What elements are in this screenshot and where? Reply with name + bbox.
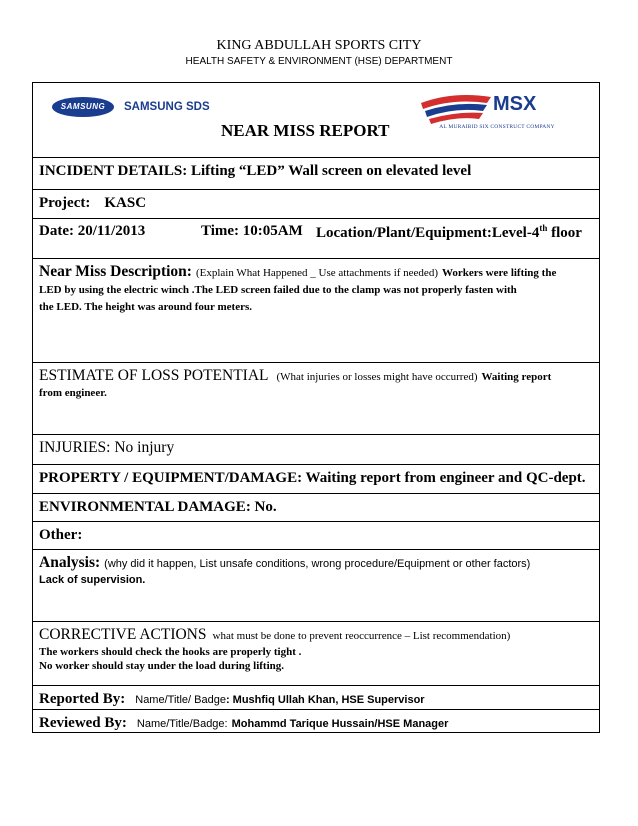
corrective-text-2: No worker should stay under the load during lifting. (39, 660, 284, 672)
analysis-text: Lack of supervision. (39, 574, 146, 586)
injuries-field: INJURIES: No injury (39, 439, 175, 456)
analysis-row (33, 549, 599, 621)
location-field: Location/Plant/Equipment:Level-4th floor (316, 223, 582, 241)
near-miss-label: Near Miss Description: (39, 263, 192, 280)
estimate-hint: (What injuries or losses might have occurred) (276, 371, 478, 383)
other-field: Other: (39, 527, 83, 543)
project-row (33, 189, 599, 218)
msx-logo-subtitle: AL MURAIBID SIX CONSTRUCT COMPANY (439, 124, 555, 130)
other-row (33, 521, 599, 549)
near-miss-text-2: LED by using the electric winch .The LED screen failed due to the clamp was not properly fasten with (39, 284, 517, 296)
reported-row (33, 685, 599, 709)
estimate-label: ESTIMATE OF LOSS POTENTIAL (39, 367, 269, 384)
near-miss-row (33, 258, 599, 362)
incident-row (33, 157, 599, 189)
estimate-text-2: from engineer. (39, 387, 107, 399)
time-field: Time: 10:05AM (201, 223, 303, 239)
environmental-field: ENVIRONMENTAL DAMAGE: No. (39, 499, 277, 515)
project-label: Project: (39, 195, 91, 211)
samsung-sds-logo: SAMSUNG SDS (124, 101, 210, 113)
analysis-label: Analysis: (39, 554, 101, 571)
dept-title: HEALTH SAFETY & ENVIRONMENT (HSE) DEPARTMENT (185, 56, 453, 67)
reviewed-row (33, 709, 599, 734)
incident-details: INCIDENT DETAILS: Lifting “LED” Wall screen on elevated level (39, 163, 472, 179)
property-row (33, 464, 599, 493)
environmental-row (33, 493, 599, 521)
reviewed-value: Mohammd Tarique Hussain/HSE Manager (231, 718, 449, 730)
org-title: KING ABDULLAH SPORTS CITY (216, 38, 422, 53)
page-title: NEAR MISS REPORT (221, 121, 390, 140)
logo-area (33, 83, 599, 157)
analysis-hint: (why did it happen, List unsafe conditions, wrong procedure/Equipment or other factors) (104, 558, 531, 570)
samsung-logo: SAMSUNG (52, 97, 114, 117)
property-field: PROPERTY / EQUIPMENT/DAMAGE: Waiting report from engineer and QC-dept. (39, 470, 586, 486)
estimate-text-1: Waiting report (481, 371, 552, 383)
reported-field: Name/Title/ Badge (135, 694, 226, 706)
project-value: KASC (104, 195, 147, 211)
near-miss-text-1: Workers were lifting the (441, 267, 557, 279)
estimate-row (33, 362, 599, 434)
near-miss-text-3: the LED. The height was around four meters. (39, 301, 252, 313)
corrective-text-1: The workers should check the hooks are properly tight . (39, 646, 302, 658)
msx-logo-text: MSX (493, 93, 537, 115)
date-row (33, 218, 599, 258)
injuries-row (33, 434, 599, 464)
reported-value: : Mushfiq Ullah Khan, HSE Supervisor (225, 694, 425, 706)
reviewed-label: Reviewed By: (39, 715, 127, 731)
near-miss-hint: (Explain What Happened _ Use attachments if needed) (195, 267, 438, 279)
corrective-row (33, 621, 599, 685)
date-field: Date: 20/11/2013 (39, 223, 146, 239)
corrective-label: CORRECTIVE ACTIONS (39, 626, 207, 643)
corrective-hint: what must be done to prevent reoccurrence – List recommendation) (212, 630, 511, 642)
reported-label: Reported By: (39, 691, 126, 707)
reviewed-field: Name/Title/Badge: (136, 718, 228, 730)
near-miss-form (32, 82, 600, 733)
